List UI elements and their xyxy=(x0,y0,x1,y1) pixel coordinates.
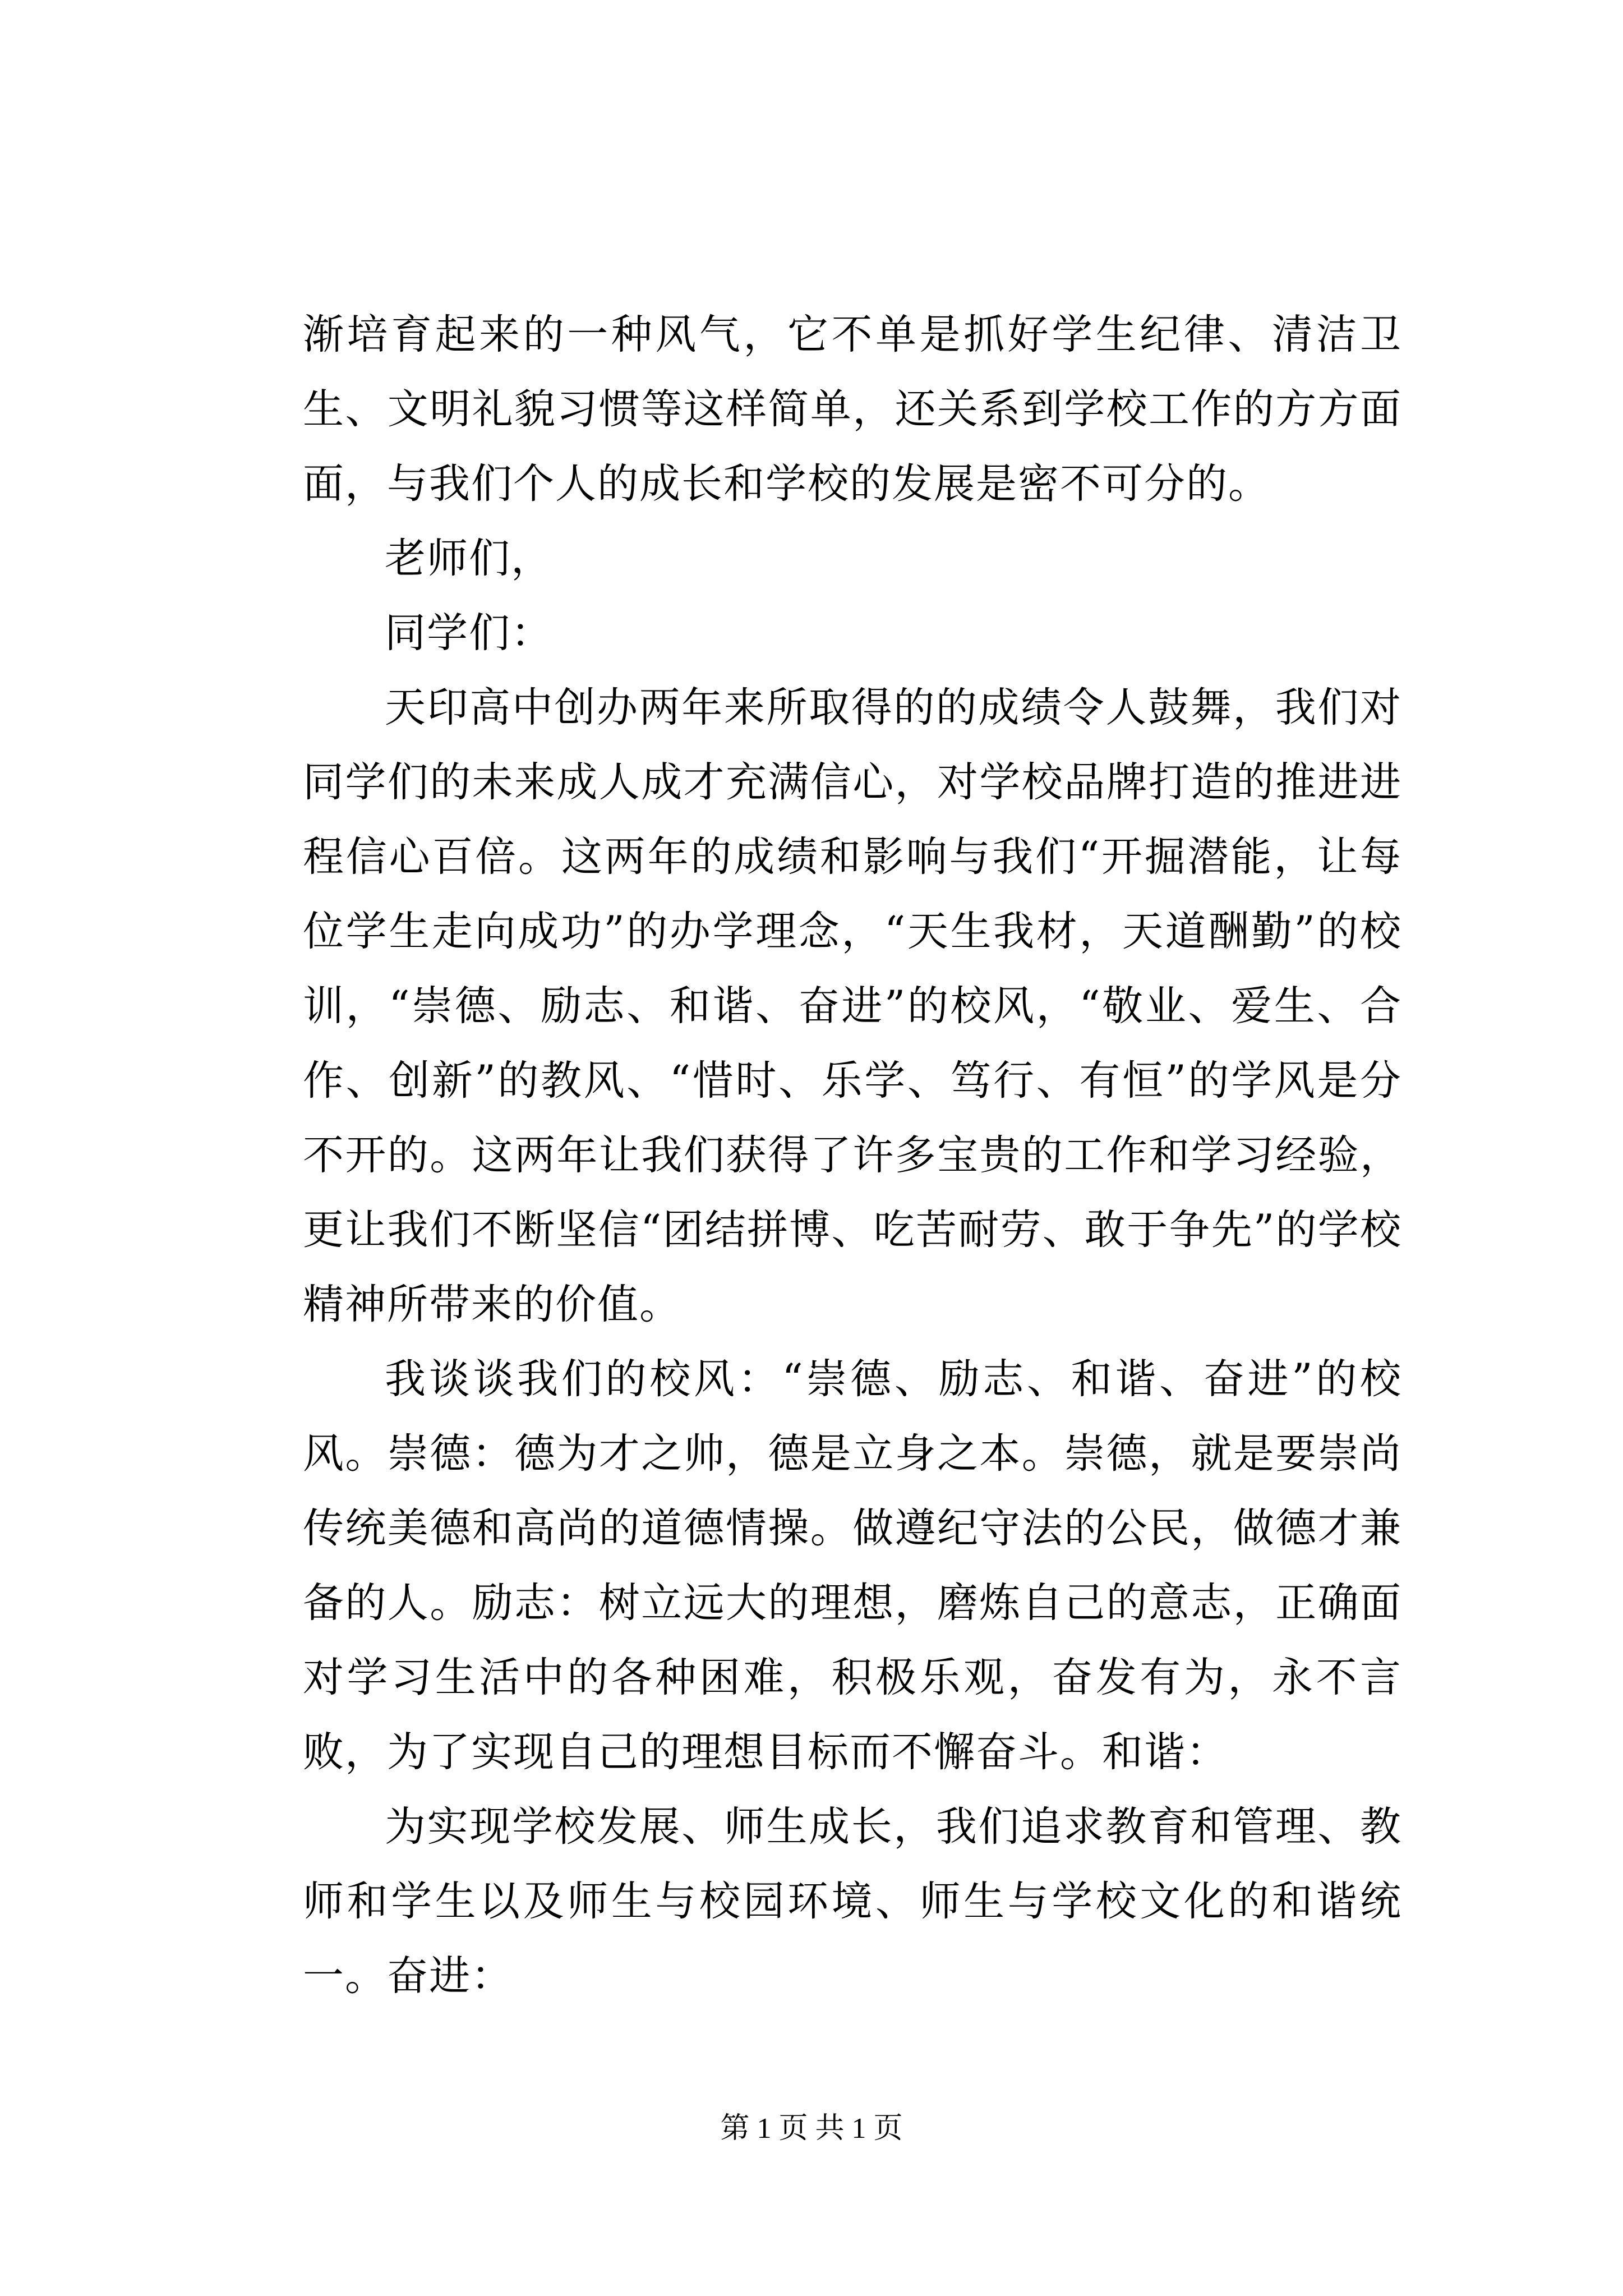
paragraph-1: 渐培育起来的一种风气，它不单是抓好学生纪律、清洁卫生、文明礼貌习惯等这样简单，还关系到学校工作的方方面面，与我们个人的成长和学校的发展是密不可分的。 xyxy=(303,311,1402,508)
paragraph-6: 为实现学校发展、师生成长，我们追求教育和管理、教师和学生以及师生与校园环境、师生与学校文化的和谐统一。奋进： xyxy=(303,1803,1402,2000)
page-footer: 第 1 页 共 1 页 xyxy=(720,2113,903,2145)
body-text xyxy=(303,297,1402,2013)
paragraph-3: 同学们： xyxy=(385,609,553,657)
paragraph-5: 我谈谈我们的校风：“崇德、励志、和谐、奋进”的校风。崇德：德为才之帅，德是立身之本。崇德，就是要崇尚传统美德和高尚的道德情操。做遵纪守法的公民，做德才兼备的人。励志：树立远大的理想，磨炼自己的意志，正确面对学习生活中的各种困难，积极乐观，奋发有为，永不言败，为了实现自己的理想目标而不懈奋斗。和谐： xyxy=(303,1355,1402,1776)
paragraph-4: 天印高中创办两年来所取得的的成绩令人鼓舞，我们对同学们的未来成人成才充满信心，对学校品牌打造的推进进程信心百倍。这两年的成绩和影响与我们“开掘潜能，让每位学生走向成功”的办学理念，“天生我材，天道酬勤”的校训，“崇德、励志、和谐、奋进”的校风，“敬业、爱生、合作、创新”的教风、“惜时、乐学、笃行、有恒”的学风是分不开的。这两年让我们获得了许多宝贵的工作和学习经验，更让我们不断坚信“团结拼博、吃苦耐劳、敢于争先”的学校精神所带来的价值。 xyxy=(303,684,1402,1328)
paragraph-2: 老师们， xyxy=(385,535,553,582)
